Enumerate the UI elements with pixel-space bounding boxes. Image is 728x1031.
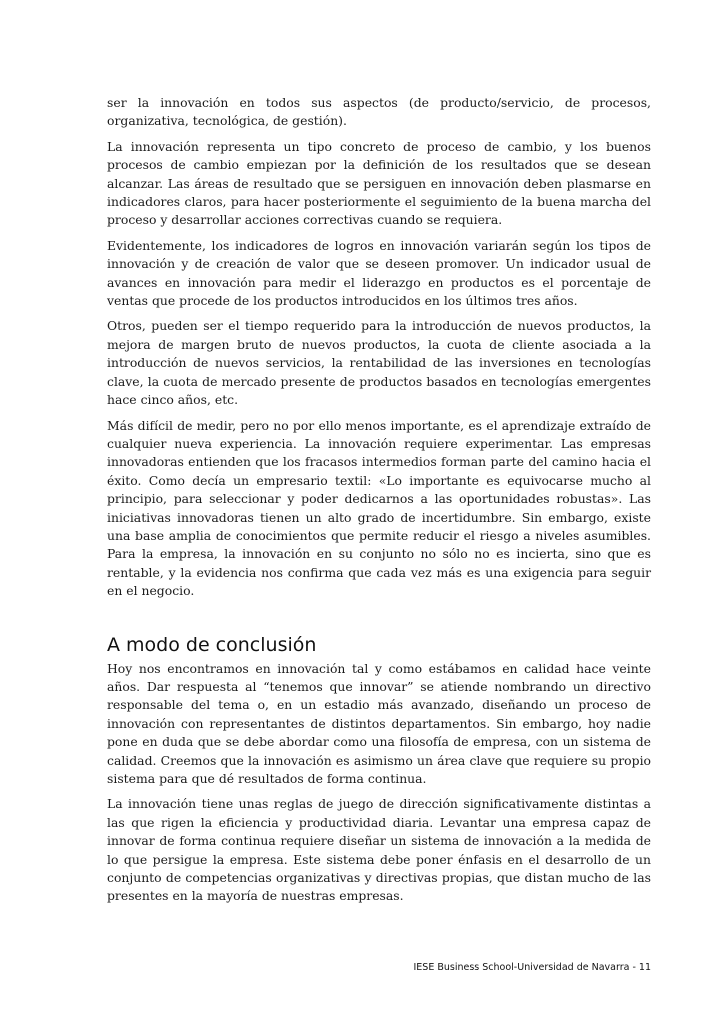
paragraph: La innovación tiene unas reglas de juego de dirección significativamente distintas a las que rigen la eficiencia y productividad diaria. Levantar una empresa capaz de innovar de forma continua requiere diseñar un sistema de innovación a la medida de lo que persigue la empresa. Este sistema debe poner énfasis en el desarrollo de un conjunto de competencias organizativas y directivas propias, que distan mucho de las presentes en la mayoría de nuestras empresas. (107, 796, 651, 904)
section-heading: A modo de conclusión (107, 633, 317, 656)
paragraph: Hoy nos encontramos en innovación tal y como estábamos en calidad hace veinte años. Dar respuesta al “tenemos que innovar” se atiende nombrando un directivo responsable del tema o, en un estadio más avanzado, diseñando un proceso de innovación con representantes de distintos departamentos. Sin embargo, hoy nadie pone en duda que se debe abordar como una filosofía de empresa, con un sistema de calidad. Creemos que la innovación es asimismo un área clave que requiere su propio sistema para que dé resultados de forma continua. (107, 660, 651, 786)
section-spacer (107, 608, 651, 634)
paragraph: Más difícil de medir, pero no por ello menos importante, es el aprendizaje extraído de cualquier nueva experiencia. La innovación requiere experimentar. Las empresas innovadoras entienden que los fracasos intermedios forman parte del camino hacia el éxito. Como decía un empresario textil: «Lo importante es equivocarse mucho al principio, para seleccionar y poder dedicarnos a las oportunidades robustas». Las iniciativas innovadoras tienen un alto grado de incertidumbre. Sin embargo, existe una base amplia de conocimientos que permite reducir el riesgo a niveles asumibles. Para la empresa, la innovación en su conjunto no sólo no es incierta, sino que es rentable, y la evidencia nos confirma que cada vez más es una exigencia para seguir en el negocio. (107, 417, 651, 599)
paragraph: ser la innovación en todos sus aspectos (de producto/servicio, de procesos, organizativa, tecnológica, de gestión). (107, 95, 651, 129)
paragraph: Otros, pueden ser el tiempo requerido para la introducción de nuevos productos, la mejora de margen bruto de nuevos productos, la cuota de cliente asociada a la introducción de nuevos servicios, la rentabilidad de las inversiones en tecnologías clave, la cuota de mercado presente de productos basados en tecnologías emergentes hace cinco años, etc. (107, 318, 651, 408)
document-body (107, 94, 651, 913)
paragraph: Evidentemente, los indicadores de logros en innovación variarán según los tipos de innovación y de creación de valor que se deseen promover. Un indicador usual de avances en innovación para medir el liderazgo en productos es el porcentaje de ventas que procede de los productos introducidos en los últimos tres años. (107, 237, 651, 309)
paragraph: La innovación representa un tipo concreto de proceso de cambio, y los buenos procesos de cambio empiezan por la definición de los resultados que se desean alcanzar. Las áreas de resultado que se persiguen en innovación deben plasmarse en indicadores claros, para hacer posteriormente el seguimiento de la buena marcha del proceso y desarrollar acciones correctivas cuando se requiera. (107, 138, 651, 228)
page-footer: IESE Business School-Universidad de Navarra - 11 (413, 962, 651, 973)
